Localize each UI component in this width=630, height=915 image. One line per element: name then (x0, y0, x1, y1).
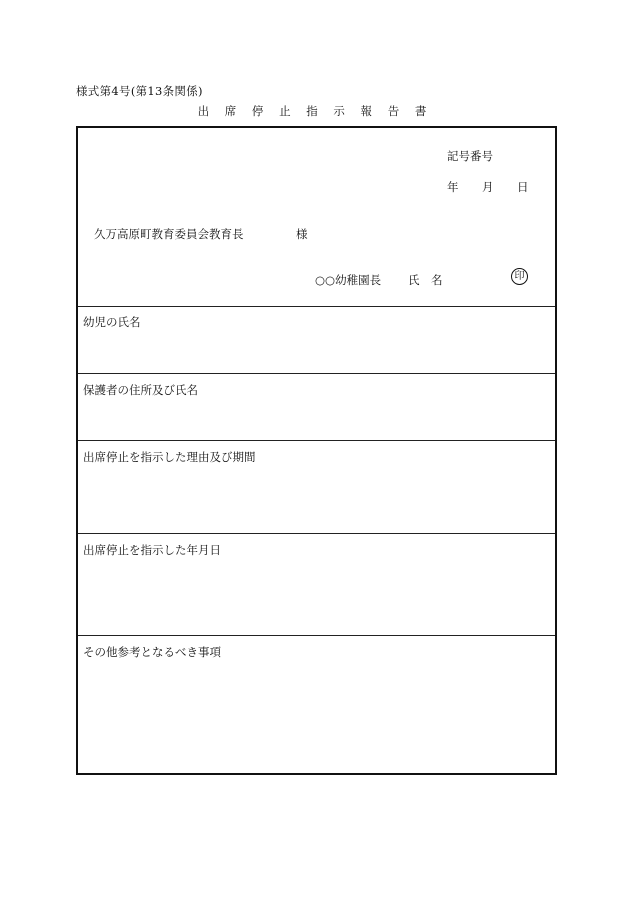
field-other-notes[interactable] (78, 636, 555, 773)
field-label: 保護者の住所及び氏名 (83, 383, 198, 397)
field-label: その他参考となるべき事項 (83, 645, 221, 659)
record-number-label: 記号番号 (447, 149, 493, 163)
principal-name-label: 氏 名 (408, 273, 443, 287)
field-label: 出席停止を指示した理由及び期間 (83, 450, 256, 464)
form-number-label: 様式第4号(第13条関係) (76, 84, 203, 98)
field-label: 出席停止を指示した年月日 (83, 543, 221, 557)
header-section (78, 128, 555, 307)
date-year-label: 年 (447, 180, 459, 194)
field-label: 幼児の氏名 (83, 315, 141, 329)
principal-title: ○○幼稚園長 (315, 273, 382, 287)
field-child-name[interactable] (78, 306, 555, 374)
document-title: 出 席 停 止 指 示 報 告 書 (197, 104, 433, 118)
honorific: 様 (296, 227, 308, 241)
report-form-frame (76, 126, 557, 775)
field-suspension-date[interactable] (78, 534, 555, 636)
addressee: 久万高原町教育委員会教育長 (94, 227, 244, 241)
date-month-label: 月 (482, 180, 494, 194)
date-day-label: 日 (517, 180, 529, 194)
field-guardian-address-name[interactable] (78, 374, 555, 441)
field-suspension-reason-period[interactable] (78, 441, 555, 534)
seal-mark-icon: 印 (511, 268, 528, 285)
